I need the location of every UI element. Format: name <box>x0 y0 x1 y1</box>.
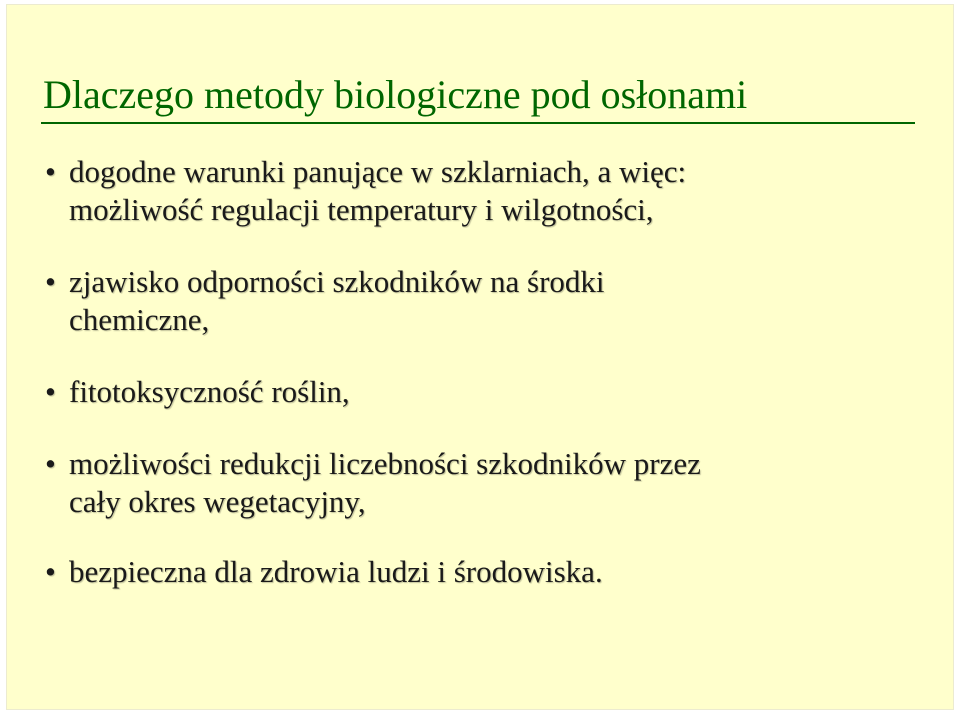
bullet-text: bezpieczna dla zdrowia ludzi i środowiska. <box>69 554 603 589</box>
bullet-text: dogodne warunki panujące w szklarniach, a więc: możliwość regulacji temperatury i wilgotności, <box>69 154 687 227</box>
bullet-text: zjawisko odporności szkodników na środki chemiczne, <box>69 264 605 337</box>
bullet-dot-icon: • <box>45 154 56 189</box>
slide-title: Dlaczego metody biologiczne pod osłonami <box>43 72 748 117</box>
bullet-dot-icon: • <box>45 374 56 409</box>
bullet-dot-icon: • <box>45 446 56 481</box>
bullet-text: możliwości redukcji liczebności szkodników przez cały okres wegetacyjny, <box>69 446 701 519</box>
bullet-text: fitotoksyczność roślin, <box>69 374 350 409</box>
slide <box>6 4 954 710</box>
bullet-dot-icon: • <box>45 554 56 589</box>
bullet-dot-icon: • <box>45 264 56 299</box>
title-underline <box>41 122 915 124</box>
